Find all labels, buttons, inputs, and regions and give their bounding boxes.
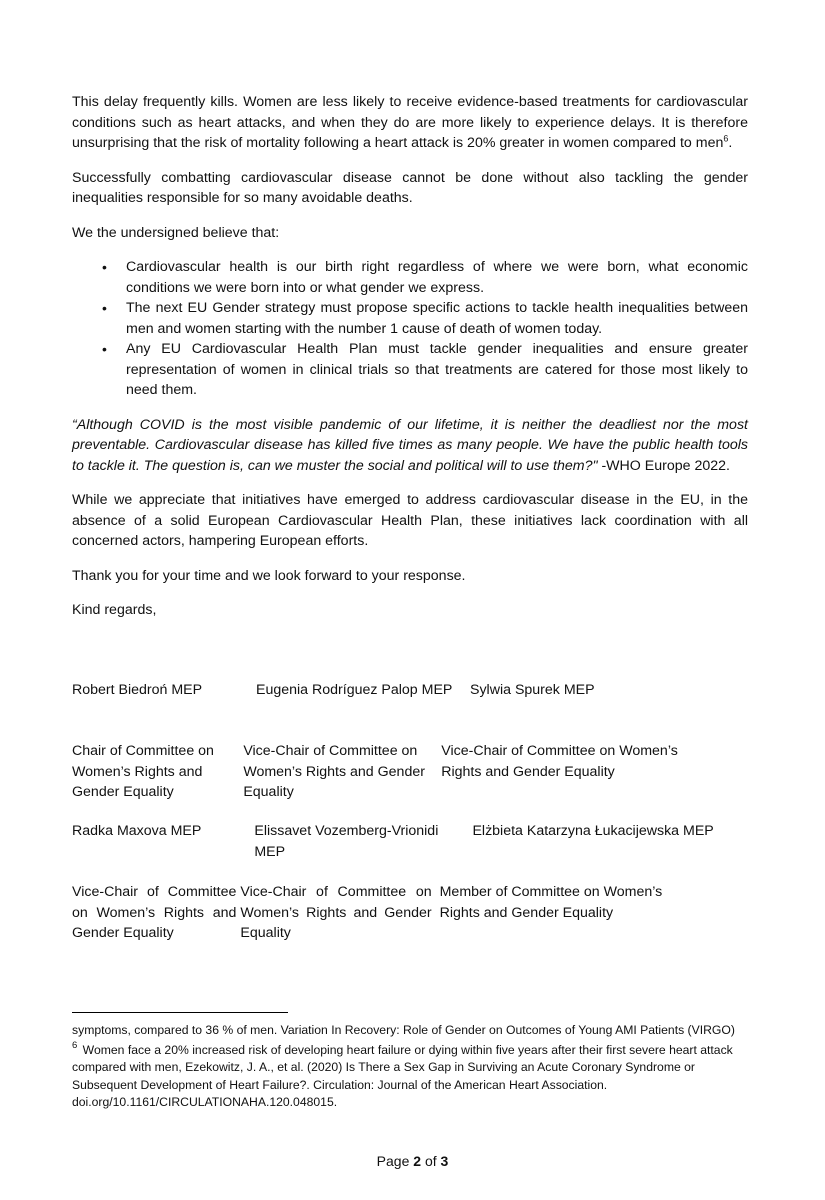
signatory-name: Radka Maxova MEP [72,823,202,839]
footnote-ref-6[interactable]: 6 [723,133,729,144]
signatory-names-row [72,680,748,741]
footnote-divider [72,1012,288,1013]
list-item: • Cardiovascular health is our birth right regardless of where we were born, what economic conditions we were born into or what gender we express. [72,257,748,298]
signatory-roles-row [72,741,748,821]
footnote-6: $^6$ Women face a 20% increased risk of developing heart failure or dying within five years after their first severe heart attack compared with men, Ezekowitz, J. A., et al. (2020) Is There a Sex Gap in Surviving an Acute Coronary Syndrome or Subsequent Development of Heart Failure?. Circulation: Journal of the American Heart Association. doi.org/10.1161/CIRCULATIONAHA.120.048015. [72,1040,733,1109]
belief-list [72,257,748,401]
paragraph-combatting: Successfully combatting cardiovascular disease cannot be done without also tackling the gender inequalities responsible for so many avoidable deaths. [72,169,748,206]
list-item: • Any EU Cardiovascular Health Plan must tackle gender inequalities and ensure greater representation of women in clinical trials so that treatments are catered for those most likely to need them. [72,339,748,401]
signatory-name: Elissavet Vozemberg-Vrionidi MEP [254,823,439,860]
signatory-name: Robert Biedroń MEP [72,682,203,698]
signatory-role: Member of Committee on Women’s Rights and Gender Equality [439,884,663,921]
page-number: Page 2 of 3 [376,1153,449,1169]
letter-body [72,92,748,621]
footnote-number: 6 [72,1040,78,1052]
list-item: • The next EU Gender strategy must propose specific actions to tackle health inequalities between men and women starting with the number 1 cause of death of women today. [72,298,748,339]
signatory-name: Sylwia Spurek MEP [470,682,595,698]
signatory-role: Vice-Chair of Committee on Women’s Rights and Gender Equality [240,884,432,941]
footnote-continued: symptoms, compared to 36 % of men. Variation In Recovery: Role of Gender on Outcomes of Young AMI Patients (VIRGO) [72,1023,735,1037]
signatory-role: Chair of Committee on Women’s Rights and Gender Equality [72,743,214,800]
total-pages: 3 [440,1153,449,1169]
signatory-role: Vice-Chair of Committee on Women’s Rights and Gender Equality [243,743,425,800]
paragraph-initiatives: While we appreciate that initiatives have emerged to address cardiovascular disease in the EU, in the absence of a solid European Cardiovascular Health Plan, these initiatives lack coordination with all concerned actors, hampering European efforts. [72,492,748,549]
paragraph-delay: This delay frequently kills. Women are less likely to receive evidence-based treatments for cardiovascular conditions such as heart attacks, and when they do are more likely to experience delays. It is therefore unsurprising that the risk of mortality following a heart attack is 20% greater in women compared to men$^6$. [72,94,748,151]
signatory-role: Vice-Chair of Committee on Women’s Rights and Gender Equality [72,884,237,941]
current-page: 2 [413,1153,422,1169]
signatories-table [72,680,748,962]
signatory-name: Eugenia Rodríguez Palop MEP [256,682,453,698]
signatory-name: Elżbieta Katarzyna Łukacijewska MEP [472,823,714,839]
paragraph-undersigned: We the undersigned believe that: [72,224,280,241]
signatory-role: Vice-Chair of Committee on Women’s Rights and Gender Equality [441,743,678,780]
signatory-roles-row [72,882,748,962]
signatory-names-row [72,821,748,882]
who-quote: “Although COVID is the most visible pandemic of our lifetime, it is neither the deadliest nor the most preventable. Cardiovascular disease has killed five times as many people. We have the public health tools to tackle it. The question is, can we muster the social and political will to use them?" -WHO Europe 2022. [72,416,748,474]
paragraph-thanks: Thank you for your time and we look forward to your response. [72,567,466,584]
footnotes [72,1022,752,1112]
quote-attribution: -WHO Europe 2022. [597,457,730,474]
closing: Kind regards, [72,602,157,618]
